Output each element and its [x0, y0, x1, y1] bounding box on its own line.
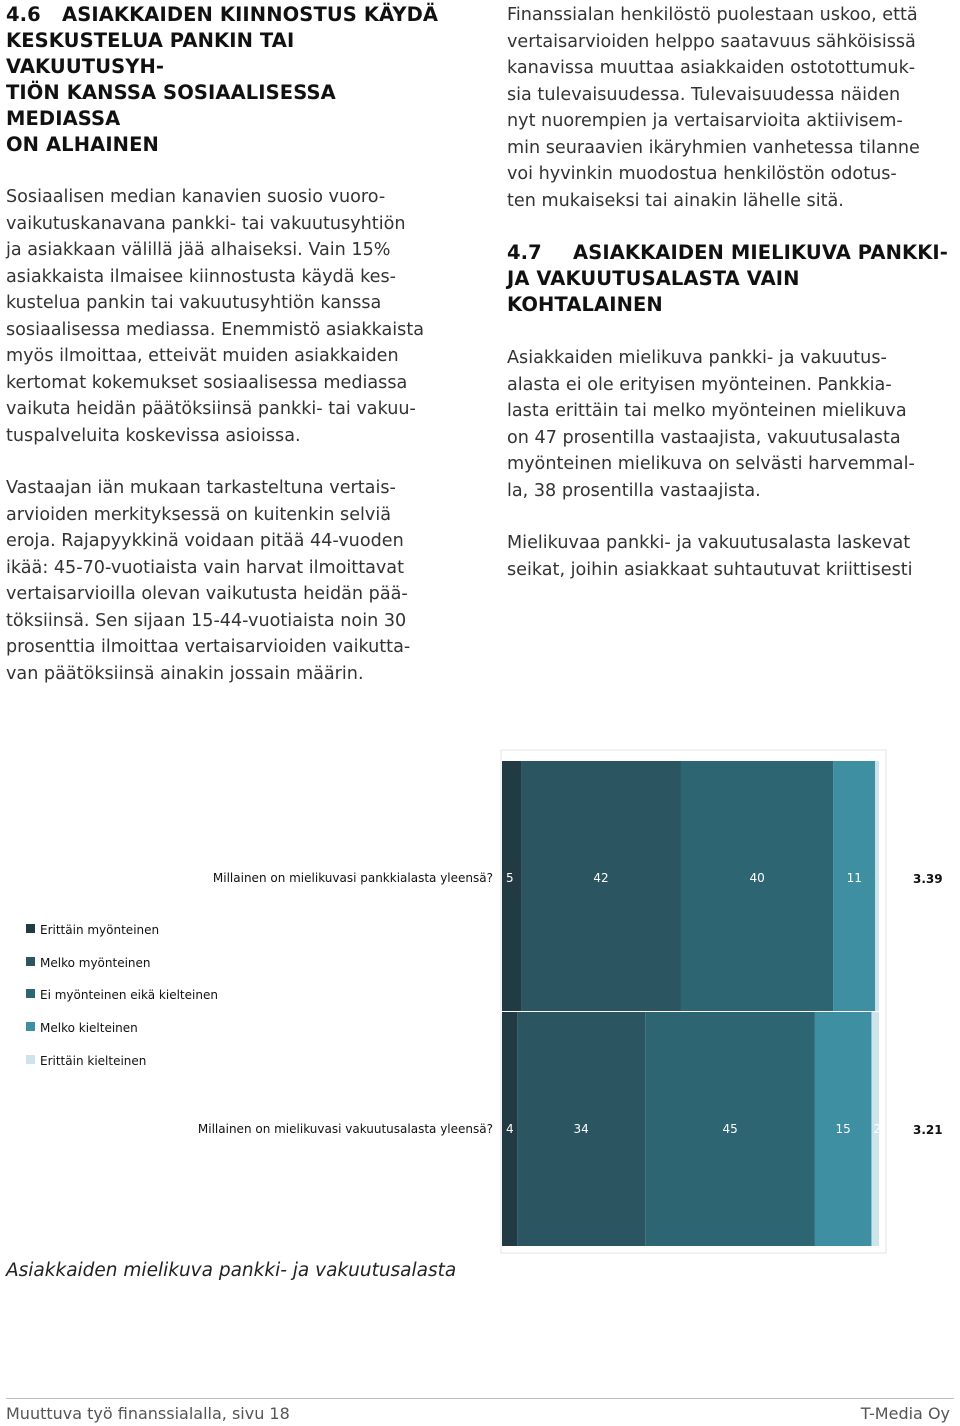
text-line: vertaisarvioiden helppo saatavuus sähköisissä — [507, 31, 916, 52]
section-heading-4-6 — [6, 2, 454, 158]
heading-line: ASIAKKAIDEN MIELIKUVA PANKKI- — [573, 241, 948, 264]
legend-label: Ei myönteinen eikä kielteinen — [40, 988, 218, 1002]
text-line: ten mukaiseksi tai ainakin lähelle sitä. — [507, 190, 844, 211]
text-line: Sosiaalisen median kanavien suosio vuoro- — [6, 187, 386, 207]
legend-swatch — [26, 957, 35, 966]
paragraph — [507, 2, 955, 214]
text-line: la, 38 prosentilla vastaajista. — [507, 480, 761, 501]
section-number: 4.6 — [6, 3, 41, 26]
text-line: lasta erittäin tai melko myönteinen mielikuva — [507, 401, 907, 421]
data-label: 40 — [749, 871, 765, 885]
text-line: vertaisarvioilla olevan vaikutusta heidän pää- — [6, 584, 408, 604]
data-label: 1 — [877, 871, 885, 885]
text-line: sosiaalisessa mediassa. Enemmistö asiakkaista — [6, 319, 424, 340]
text-line: myönteinen mielikuva on selvästi harvemmal- — [507, 454, 915, 474]
section-number: 4.7 — [507, 241, 542, 264]
text-line: asiakkaista ilmaisee kiinnostusta käydä kes- — [6, 266, 396, 287]
text-line: voi hyvinkin muodostua henkilöstön odotus- — [507, 164, 897, 184]
legend-swatch — [26, 989, 35, 998]
data-label: 34 — [573, 1122, 589, 1136]
text-line: vaikutuskanavana pankki- tai vakuutusyhtiön — [6, 213, 406, 234]
legend-swatch — [26, 1055, 35, 1064]
text-line: sia tulevaisuudessa. Tulevaisuudessa näiden — [507, 84, 901, 105]
bar-segment — [875, 761, 879, 1011]
heading-line: ASIAKKAIDEN KIINNOSTUS KÄYDÄ — [62, 3, 439, 26]
legend-label: Melko myönteinen — [40, 956, 151, 970]
text-line: eroja. Rajapyykkinä voidaan pitää 44-vuoden — [6, 531, 404, 551]
section-heading-4-7 — [507, 240, 955, 318]
text-line: van päätöksiinsä ainakin jossain määrin. — [6, 663, 364, 684]
text-line: ja asiakkaan välillä jää alhaiseksi. Vain 15% — [6, 240, 391, 260]
data-label: 15 — [835, 1122, 851, 1136]
chart — [0, 740, 960, 1260]
legend-label: Erittäin kielteinen — [40, 1054, 147, 1068]
text-line: Vastaajan iän mukaan tarkasteltuna vertais- — [6, 478, 396, 498]
heading-line: ON ALHAINEN — [6, 133, 159, 156]
text-line: Asiakkaiden mielikuva pankki- ja vakuutus- — [507, 348, 887, 368]
data-label: 42 — [593, 871, 609, 885]
text-line: seikat, joihin asiakkaat suhtautuvat kriittisesti — [507, 559, 913, 580]
text-line: min seuraavien ikäryhmien vanhetessa tilanne — [507, 137, 920, 158]
text-line: tuspalveluita koskevissa asioissa. — [6, 425, 301, 446]
text-line: alasta ei ole erityisen myönteinen. Pankkia- — [507, 374, 892, 395]
paragraph — [507, 530, 955, 583]
data-label: 4 — [506, 1122, 514, 1136]
paragraph — [6, 184, 454, 449]
legend-label: Melko kielteinen — [40, 1021, 138, 1035]
category-label: Millainen on mielikuvasi pankkialasta yleensä? — [212, 871, 493, 885]
text-line: Mielikuvaa pankki- ja vakuutusalasta laskevat — [507, 533, 911, 553]
legend-swatch — [26, 924, 35, 933]
data-label: 45 — [722, 1122, 738, 1136]
text-line: prosenttia ilmoittaa vertaisarvioiden vaikutta- — [6, 637, 411, 657]
text-line: arvioiden merkityksessä on kuitenkin selviä — [6, 504, 392, 525]
data-label: 5 — [506, 871, 514, 885]
text-line: kanavissa muuttaa asiakkaiden ostotottumuk- — [507, 58, 916, 78]
left-column — [6, 0, 454, 687]
data-label: 11 — [846, 871, 862, 885]
bar-segment — [521, 761, 681, 1011]
text-line: myös ilmoittaa, etteivät muiden asiakkaiden — [6, 346, 399, 366]
text-line: Finanssialan henkilöstö puolestaan uskoo, että — [507, 5, 918, 25]
text-line: ikää: 45-70-vuotiaista vain harvat ilmoittavat — [6, 557, 404, 578]
text-line: on 47 prosentilla vastaajista, vakuutusalasta — [507, 427, 901, 448]
legend-label: Erittäin myönteinen — [40, 923, 160, 937]
bar-segment — [502, 761, 521, 1011]
legend-swatch — [26, 1022, 35, 1031]
heading-line: TIÖN KANSSA SOSIAALISESSA MEDIASSA — [6, 81, 336, 130]
right-column — [507, 0, 955, 583]
text-line: kertomat kokemukset sosiaalisessa mediassa — [6, 372, 408, 393]
paragraph — [507, 345, 955, 504]
stacked-bar-chart — [0, 740, 960, 1260]
average-value: 3.21 — [913, 1123, 943, 1137]
bar-segment — [681, 761, 833, 1011]
footer-divider — [6, 1398, 954, 1399]
footer-page-info: Muuttuva työ finanssialalla, sivu 18 — [6, 1404, 290, 1423]
data-label: 2 — [873, 1122, 882, 1136]
category-label: Millainen on mielikuvasi vakuutusalasta yleensä? — [197, 1122, 493, 1136]
text-line: vaikuta heidän päätöksiinsä pankki- tai vakuu- — [6, 399, 416, 419]
heading-line: KESKUSTELUA PANKIN TAI VAKUUTUSYH- — [6, 29, 295, 78]
average-value: 3.39 — [913, 872, 943, 886]
heading-line: JA VAKUUTUSALASTA VAIN KOHTALAINEN — [507, 267, 800, 316]
text-line: töksiinsä. Sen sijaan 15-44-vuotiaista noin 30 — [6, 610, 407, 631]
footer-publisher: T-Media Oy — [860, 1404, 950, 1423]
text-line: nyt nuorempien ja vertaisarvioita aktiivisem- — [507, 111, 903, 131]
paragraph — [6, 475, 454, 687]
figure-caption: Asiakkaiden mielikuva pankki- ja vakuutusalasta — [6, 1260, 457, 1281]
text-line: kustelua pankin tai vakuutusyhtiön kanssa — [6, 293, 382, 313]
bar-segment — [833, 761, 875, 1011]
